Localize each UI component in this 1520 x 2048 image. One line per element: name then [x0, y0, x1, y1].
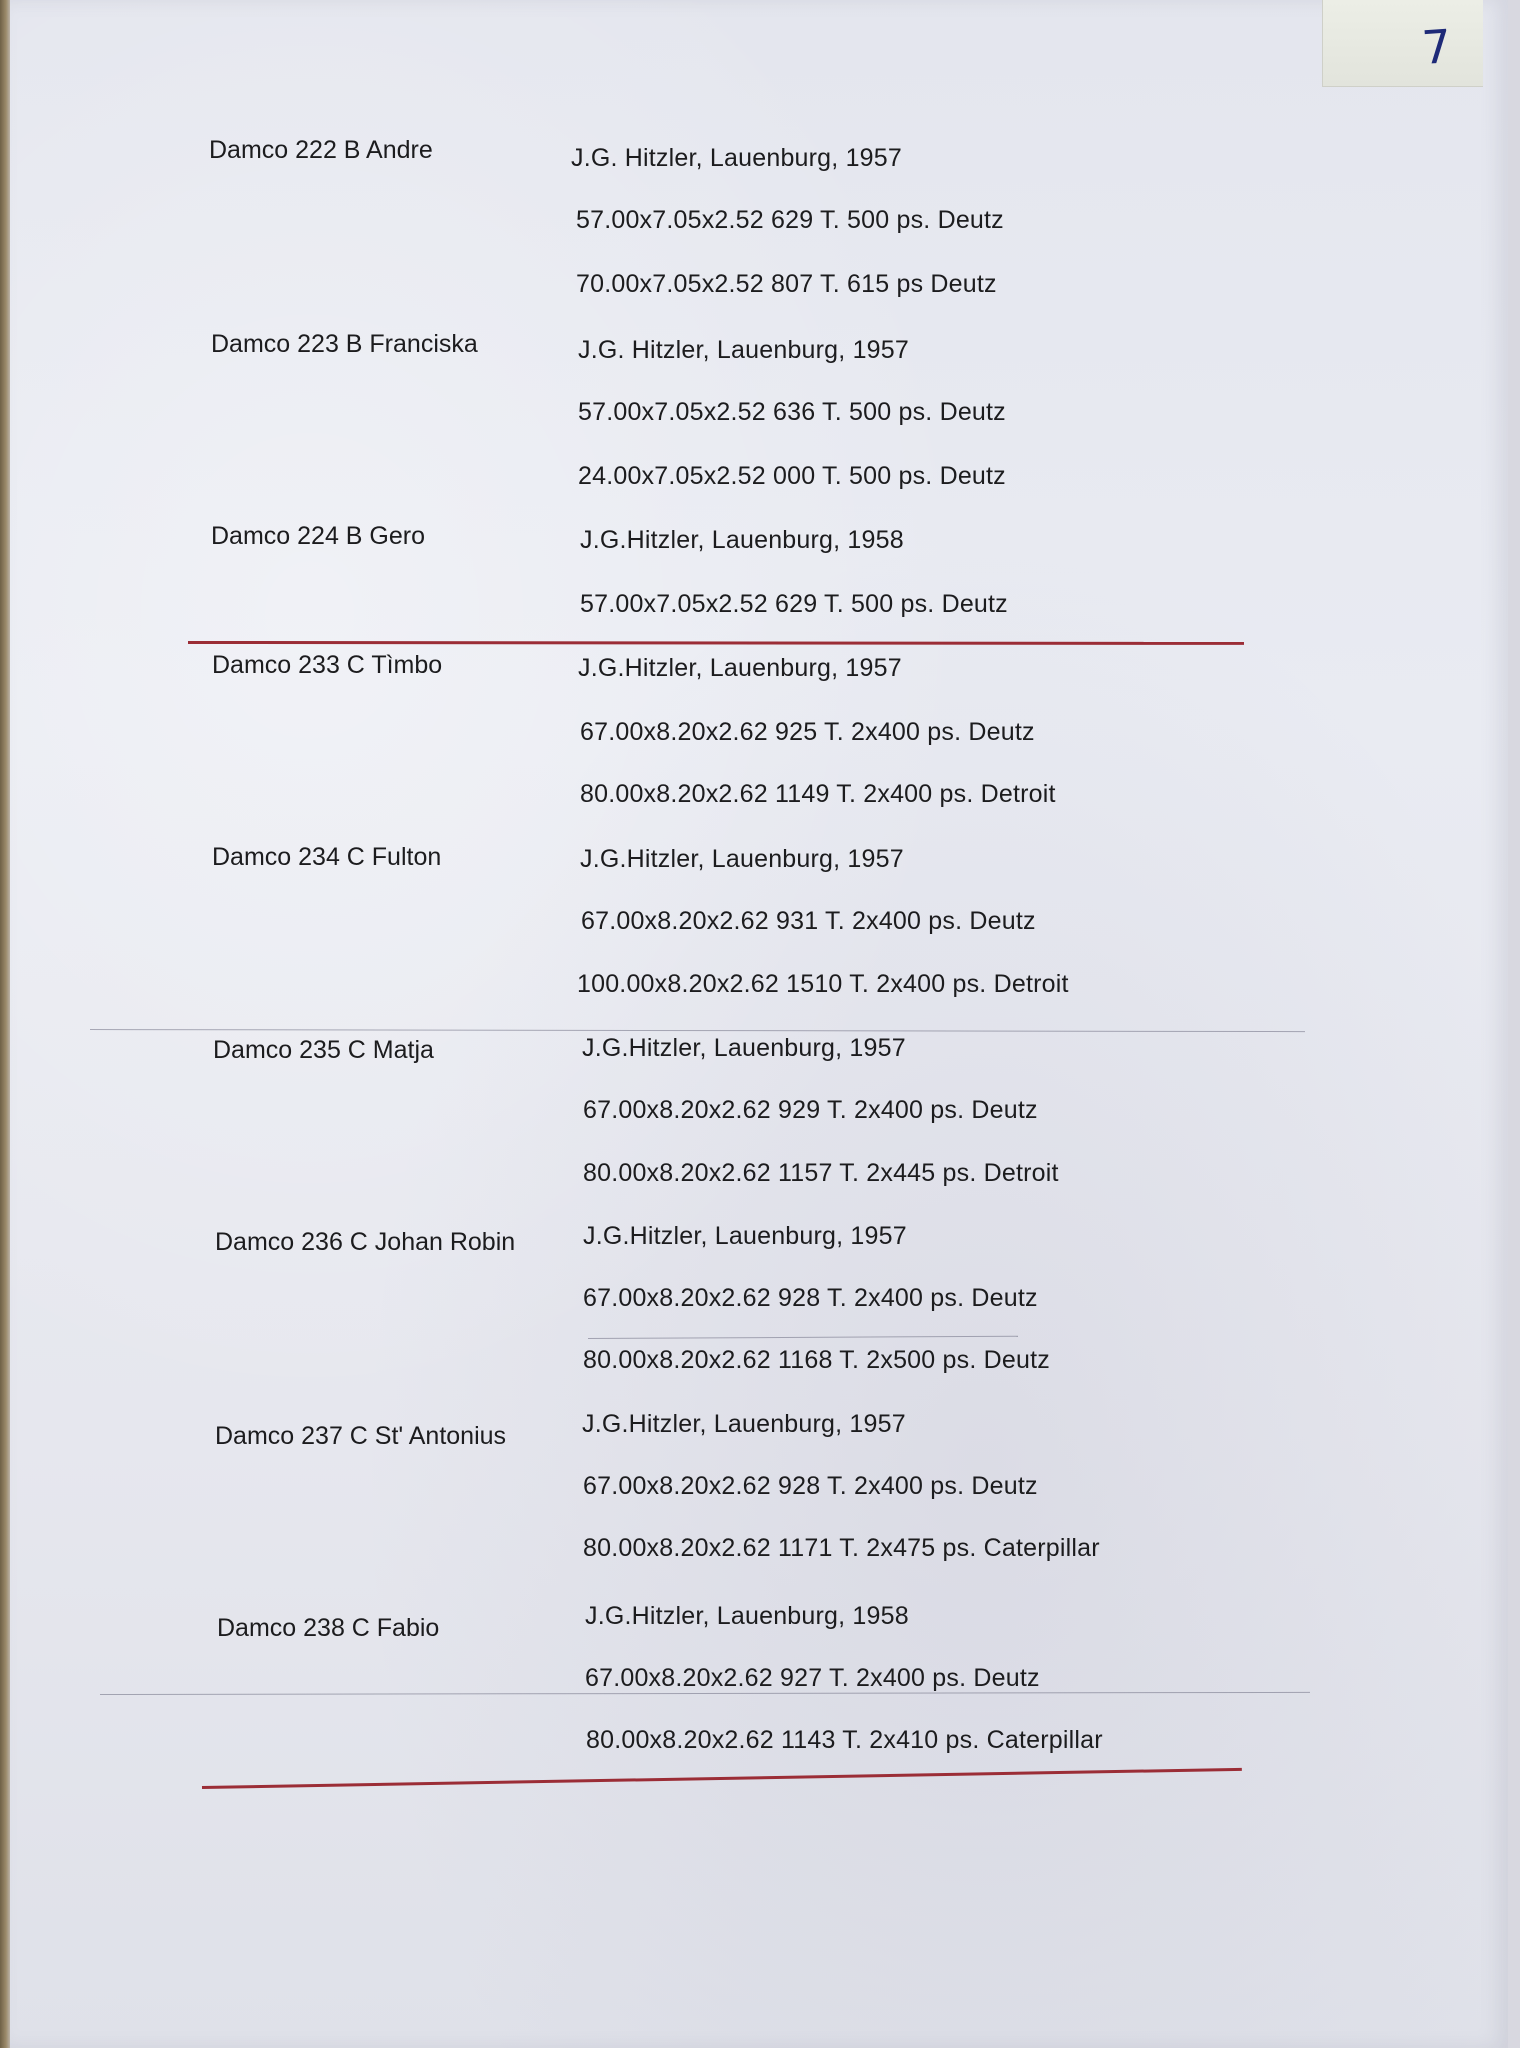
- vessel-name: Damco 222 B Andre: [209, 136, 433, 164]
- vessel-name: Damco 237 C St' Antonius: [215, 1422, 507, 1450]
- section-divider: [188, 641, 1244, 645]
- spec-line: 80.00x8.20x2.62 1171 T. 2x475 ps. Caterpillar: [583, 1534, 1100, 1562]
- spec-line: 67.00x8.20x2.62 929 T. 2x400 ps. Deutz: [583, 1096, 1038, 1124]
- spec-line: 24.00x7.05x2.52 000 T. 500 ps. Deutz: [578, 462, 1006, 490]
- vessel-name: Damco 223 B Franciska: [211, 330, 478, 358]
- faint-divider: [90, 1029, 1305, 1032]
- builder-line: J.G.Hitzler, Lauenburg, 1957: [578, 654, 902, 682]
- spec-line: 80.00x8.20x2.62 1143 T. 2x410 ps. Caterpillar: [586, 1726, 1103, 1754]
- spec-line: 67.00x8.20x2.62 928 T. 2x400 ps. Deutz: [583, 1472, 1038, 1500]
- spec-line: 57.00x7.05x2.52 629 T. 500 ps. Deutz: [580, 590, 1008, 618]
- sticky-tab: [1322, 0, 1483, 87]
- spec-line: 67.00x8.20x2.62 925 T. 2x400 ps. Deutz: [580, 718, 1035, 746]
- vessel-name: Damco 238 C Fabio: [217, 1614, 440, 1642]
- faint-underline: [588, 1336, 1018, 1339]
- spec-line: 100.00x8.20x2.62 1510 T. 2x400 ps. Detroit: [577, 970, 1069, 998]
- builder-line: J.G.Hitzler, Lauenburg, 1957: [582, 1034, 906, 1062]
- builder-line: J.G.Hitzler, Lauenburg, 1957: [582, 1410, 906, 1438]
- vessel-name: Damco 236 C Johan Robin: [215, 1228, 516, 1256]
- spec-line: 80.00x8.20x2.62 1149 T. 2x400 ps. Detroit: [580, 780, 1056, 808]
- vessel-name: Damco 233 C Tìmbo: [212, 651, 443, 679]
- builder-line: J.G. Hitzler, Lauenburg, 1957: [578, 336, 909, 364]
- vessel-name: Damco 224 B Gero: [211, 522, 425, 550]
- page-number: 7: [1420, 19, 1454, 75]
- builder-line: J.G.Hitzler, Lauenburg, 1958: [585, 1602, 909, 1630]
- spec-line: 80.00x8.20x2.62 1168 T. 2x500 ps. Deutz: [583, 1346, 1050, 1374]
- spec-line: 80.00x8.20x2.62 1157 T. 2x445 ps. Detroit: [583, 1159, 1059, 1187]
- section-divider: [202, 1768, 1242, 1789]
- spec-line: 57.00x7.05x2.52 636 T. 500 ps. Deutz: [578, 398, 1006, 426]
- builder-line: J.G.Hitzler, Lauenburg, 1957: [583, 1222, 907, 1250]
- spec-line: 67.00x8.20x2.62 931 T. 2x400 ps. Deutz: [581, 907, 1036, 935]
- vessel-name: Damco 235 C Matja: [213, 1036, 434, 1064]
- spec-line: 67.00x8.20x2.62 928 T. 2x400 ps. Deutz: [583, 1284, 1038, 1312]
- spec-line: 70.00x7.05x2.52 807 T. 615 ps Deutz: [576, 270, 997, 298]
- builder-line: J.G.Hitzler, Lauenburg, 1957: [580, 845, 904, 873]
- document-page: [10, 0, 1508, 2048]
- vessel-name: Damco 234 C Fulton: [212, 843, 442, 871]
- spec-line: 57.00x7.05x2.52 629 T. 500 ps. Deutz: [576, 206, 1004, 234]
- builder-line: J.G. Hitzler, Lauenburg, 1957: [571, 144, 902, 172]
- spec-line: 67.00x8.20x2.62 927 T. 2x400 ps. Deutz: [585, 1664, 1040, 1692]
- builder-line: J.G.Hitzler, Lauenburg, 1958: [580, 526, 904, 554]
